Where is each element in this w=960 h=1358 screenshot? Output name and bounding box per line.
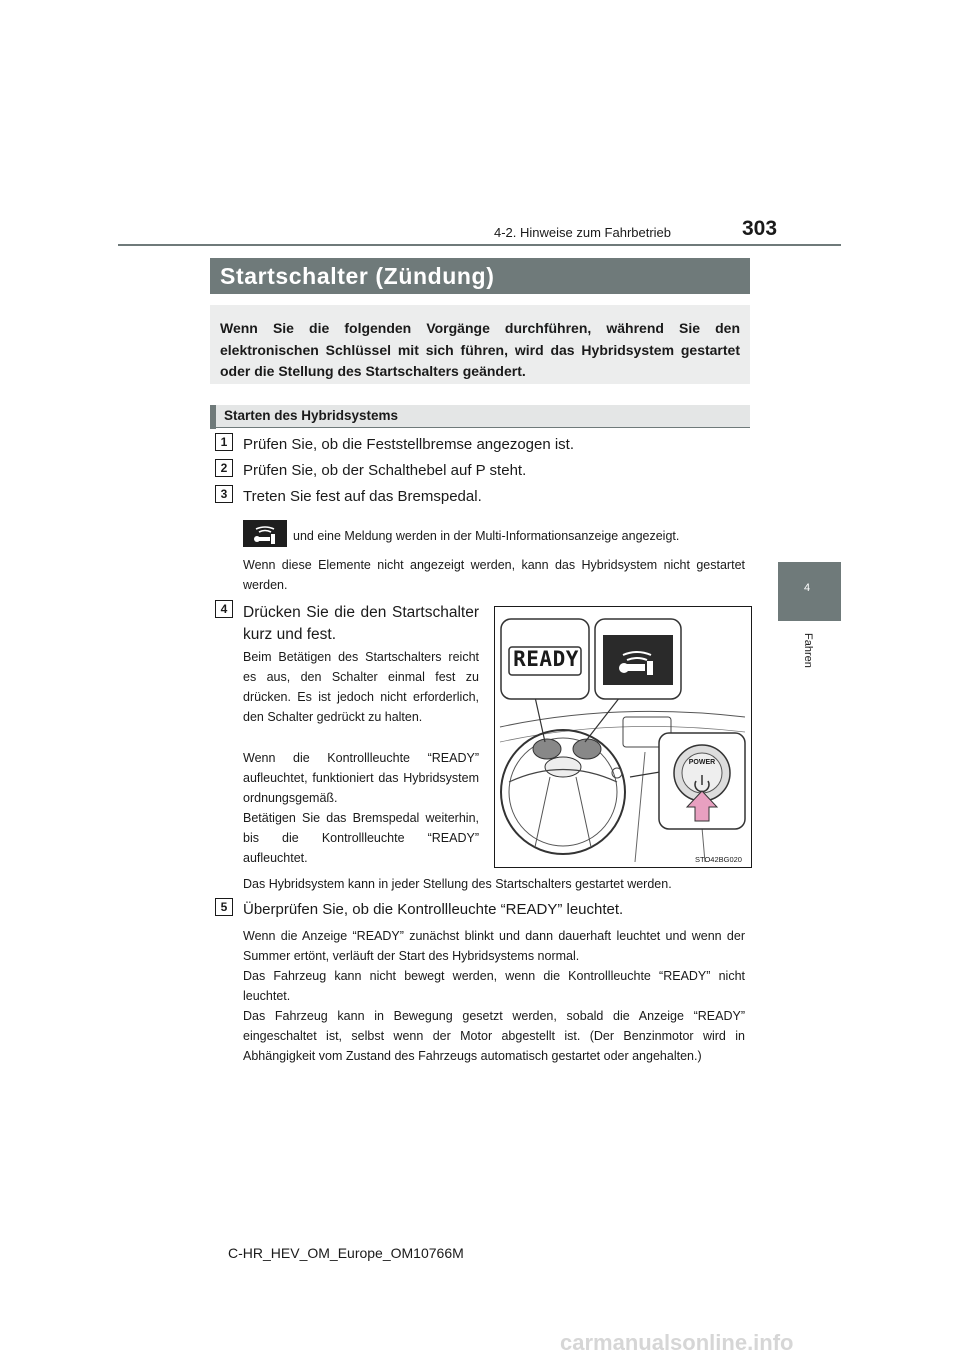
icon-note: und eine Meldung werden in der Multi-Informationsanzeige angezeigt.	[293, 529, 680, 543]
page-number: 303	[742, 217, 778, 240]
step5-note: Wenn die Anzeige “READY” zunächst blinkt und dann dauerhaft leuchtet und wenn der Summer ertönt, verläuft der Start des Hybridsystems normal.	[243, 929, 745, 963]
step4-note: Wenn die Kontrollleuchte “READY” aufleuchtet, funktioniert das Hybridsystem ordnungsgemäß.	[243, 751, 479, 805]
subheading	[210, 405, 750, 428]
subheading-bar	[210, 405, 216, 429]
dashboard-illustration	[495, 607, 751, 867]
step-text: Treten Sie fest auf das Bremspedal.	[243, 488, 482, 505]
subheading-text: Starten des Hybridsystems	[224, 408, 399, 423]
step5-note: Das Fahrzeug kann in Bewegung gesetzt werden, sobald die Anzeige “READY” eingeschaltet ist, selbst wenn der Motor abgestellt ist. (Der Benzinmotor wird in Abhängigkeit vom Zustand des Fahrzeugs automatisch gestartet oder angehalten.)	[243, 1009, 745, 1063]
power-label: POWER	[688, 759, 716, 766]
document-code: C-HR_HEV_OM_Europe_OM10766M	[228, 1245, 464, 1261]
step-number: 2	[215, 459, 233, 477]
chapter-label-container	[798, 632, 818, 692]
header-divider	[118, 244, 841, 246]
step-text	[243, 602, 479, 646]
page-title-box	[210, 258, 750, 294]
intro-box	[210, 305, 750, 384]
step-number: 1	[215, 433, 233, 451]
watermark: carmanualsonline.info	[560, 1330, 794, 1355]
intro-text: Wenn Sie die folgenden Vorgänge durchführen, während Sie den elektronischen Schlüssel mit sich führen, wird das Hybridsystem gestartet oder die Stellung des Startschalters geändert.	[220, 320, 740, 379]
section-reference: 4-2. Hinweise zum Fahrbetrieb	[494, 225, 672, 240]
step-number: 4	[215, 600, 233, 618]
step-number: 5	[215, 898, 233, 916]
step4-note: Beim Betätigen des Startschalters reicht es aus, den Schalter einmal fest zu drücken. Es ist jedoch nicht erforderlich, den Schalter gedrückt zu halten.	[243, 650, 479, 724]
step4-note: Betätigen Sie das Bremspedal weiterhin, bis die Kontrollleuchte “READY” aufleuchtet.	[243, 811, 479, 865]
step4-note: Das Hybridsystem kann in jeder Stellung des Startschalters gestartet werden.	[243, 877, 672, 891]
brake-pedal-warning-icon	[243, 520, 287, 547]
chapter-number: 4	[804, 582, 811, 594]
step-number: 3	[215, 485, 233, 503]
step-text: Prüfen Sie, ob der Schalthebel auf P steht.	[243, 462, 527, 479]
chapter-label: Fahren	[802, 633, 814, 668]
step5-note: Das Fahrzeug kann nicht bewegt werden, wenn die Kontrollleuchte “READY” nicht leuchtet.	[243, 969, 745, 1003]
step-text: Prüfen Sie, ob die Feststellbremse angezogen ist.	[243, 436, 575, 453]
dashboard-figure	[494, 606, 752, 868]
figure-code: STO42BG020	[695, 855, 742, 864]
step-text-line: Drücken Sie die den Startschalter	[243, 604, 479, 621]
chapter-tab	[778, 562, 841, 621]
step3-note: Wenn diese Elemente nicht angezeigt werden, kann das Hybridsystem nicht gestartet werden.	[243, 558, 745, 592]
ready-label: READY	[513, 647, 579, 671]
page-title: Startschalter (Zündung)	[220, 263, 495, 289]
step-text-line: kurz und fest.	[243, 626, 337, 643]
step-text: Überprüfen Sie, ob die Kontrollleuchte “READY” leuchtet.	[243, 901, 624, 918]
